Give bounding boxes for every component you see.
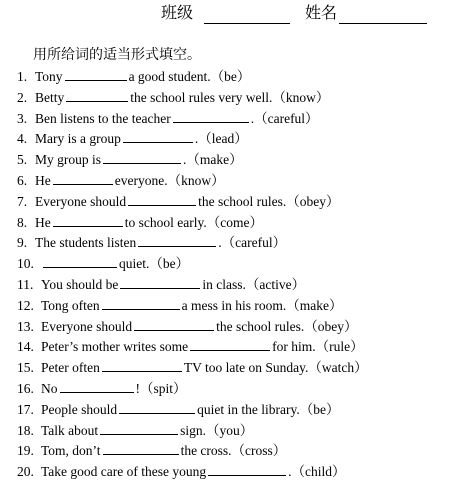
question-text-after: .（make） xyxy=(183,152,243,168)
question-text-before: Peter often xyxy=(41,360,100,376)
question-item xyxy=(17,170,447,191)
question-text-after: a mess in his room.（make） xyxy=(181,297,343,313)
question-text-before: Talk about xyxy=(41,422,99,438)
question-text-after: the cross.（cross） xyxy=(180,443,287,459)
question-item xyxy=(17,232,447,253)
question-number: 8. xyxy=(17,214,28,230)
question-item xyxy=(17,149,447,170)
question-number: 4. xyxy=(17,131,28,147)
question-text-before: Peter’s mother writes some xyxy=(41,339,189,355)
answer-blank[interactable] xyxy=(190,336,270,351)
question-number: 6. xyxy=(17,172,28,188)
question-item xyxy=(17,399,447,420)
answer-blank[interactable] xyxy=(120,274,200,289)
question-number: 14. xyxy=(17,339,34,355)
answer-blank[interactable] xyxy=(60,378,134,393)
answer-blank[interactable] xyxy=(208,461,286,476)
answer-blank[interactable] xyxy=(173,108,249,123)
question-text-after: in class.（active） xyxy=(202,276,306,292)
question-text-after: sign.（you） xyxy=(180,422,254,438)
question-item xyxy=(17,274,447,295)
answer-blank[interactable] xyxy=(43,253,117,268)
question-text-before: People should xyxy=(41,401,118,417)
question-text-before: No xyxy=(41,380,58,396)
question-item xyxy=(17,253,447,274)
answer-blank[interactable] xyxy=(138,232,216,247)
answer-blank[interactable] xyxy=(103,149,181,164)
question-text-after: the school rules.（obey） xyxy=(198,193,340,209)
answer-blank[interactable] xyxy=(123,128,193,143)
question-item xyxy=(17,87,447,108)
question-number: 13. xyxy=(17,318,34,334)
question-item xyxy=(17,66,447,87)
instruction: 用所给词的适当形式填空。 xyxy=(33,47,201,63)
name-blank[interactable] xyxy=(339,23,427,24)
question-text-after: everyone.（know） xyxy=(114,172,225,188)
question-item xyxy=(17,461,447,482)
question-text-before: Tony xyxy=(35,69,63,84)
question-text-before: Ben listens to the teacher xyxy=(35,110,171,126)
question-item xyxy=(17,440,447,461)
answer-blank[interactable] xyxy=(102,357,182,372)
question-text-after: the school rules.（obey） xyxy=(216,318,358,334)
answer-blank[interactable] xyxy=(103,440,179,455)
question-number: 10. xyxy=(17,256,34,272)
question-text-before: He xyxy=(35,172,51,188)
question-text-after: to school early.（come） xyxy=(124,214,263,230)
class-blank[interactable] xyxy=(204,23,290,24)
question-text-after: for him.（rule） xyxy=(272,339,364,355)
question-text-before: Tong often xyxy=(41,297,100,313)
answer-blank[interactable] xyxy=(128,191,196,206)
question-number: 16. xyxy=(17,380,34,396)
question-text-after: TV too late on Sunday.（watch） xyxy=(183,360,368,376)
question-text-after: !（spit） xyxy=(135,380,187,396)
question-list xyxy=(17,66,447,482)
question-text-after: quiet.（be） xyxy=(119,256,190,272)
question-text-before: Everyone should xyxy=(35,193,127,209)
answer-blank[interactable] xyxy=(100,420,178,435)
question-number: 1. xyxy=(17,69,28,84)
class-label: 班级 xyxy=(161,5,194,22)
answer-blank[interactable] xyxy=(65,66,127,81)
question-number: 20. xyxy=(17,464,34,480)
question-number: 11. xyxy=(17,276,34,292)
question-text-before: Everyone should xyxy=(41,318,133,334)
question-number: 17. xyxy=(17,401,34,417)
question-number: 19. xyxy=(17,443,34,459)
question-item xyxy=(17,108,447,129)
question-text-after: quiet in the library.（be） xyxy=(197,401,340,417)
question-text-before: Take good care of these young xyxy=(41,464,207,480)
question-number: 3. xyxy=(17,110,28,126)
question-item xyxy=(17,378,447,399)
question-text-after: .（careful） xyxy=(218,235,287,251)
question-item xyxy=(17,295,447,316)
question-item xyxy=(17,316,447,337)
question-number: 15. xyxy=(17,360,34,376)
answer-blank[interactable] xyxy=(66,87,128,102)
question-text-before: Mary is a group xyxy=(35,131,121,147)
question-text-before: You should be xyxy=(41,276,119,292)
question-number: 5. xyxy=(17,152,28,168)
question-text-after: a good student.（be） xyxy=(128,69,251,84)
name-label: 姓名 xyxy=(305,5,338,22)
answer-blank[interactable] xyxy=(53,170,113,185)
question-text-after: .（careful） xyxy=(250,110,319,126)
question-text-after: .（lead） xyxy=(194,131,248,147)
answer-blank[interactable] xyxy=(134,316,214,331)
question-number: 9. xyxy=(17,235,28,251)
question-item xyxy=(17,191,447,212)
question-text-before: Betty xyxy=(35,89,65,105)
question-text-before: My group is xyxy=(35,152,102,168)
question-text-before: He xyxy=(35,214,51,230)
question-text-after: .（child） xyxy=(288,464,346,480)
answer-blank[interactable] xyxy=(119,399,195,414)
question-item xyxy=(17,357,447,378)
question-number: 2. xyxy=(17,89,28,105)
question-number: 12. xyxy=(17,297,34,313)
question-item xyxy=(17,128,447,149)
question-text-before: Tom, don’t xyxy=(41,443,101,459)
question-number: 7. xyxy=(17,193,28,209)
question-item xyxy=(17,336,447,357)
question-item xyxy=(17,212,447,233)
answer-blank[interactable] xyxy=(102,295,180,310)
question-text-before: The students listen xyxy=(35,235,137,251)
question-text-after: the school rules very well.（know） xyxy=(130,89,330,105)
answer-blank[interactable] xyxy=(53,212,123,227)
question-item xyxy=(17,420,447,441)
question-number: 18. xyxy=(17,422,34,438)
